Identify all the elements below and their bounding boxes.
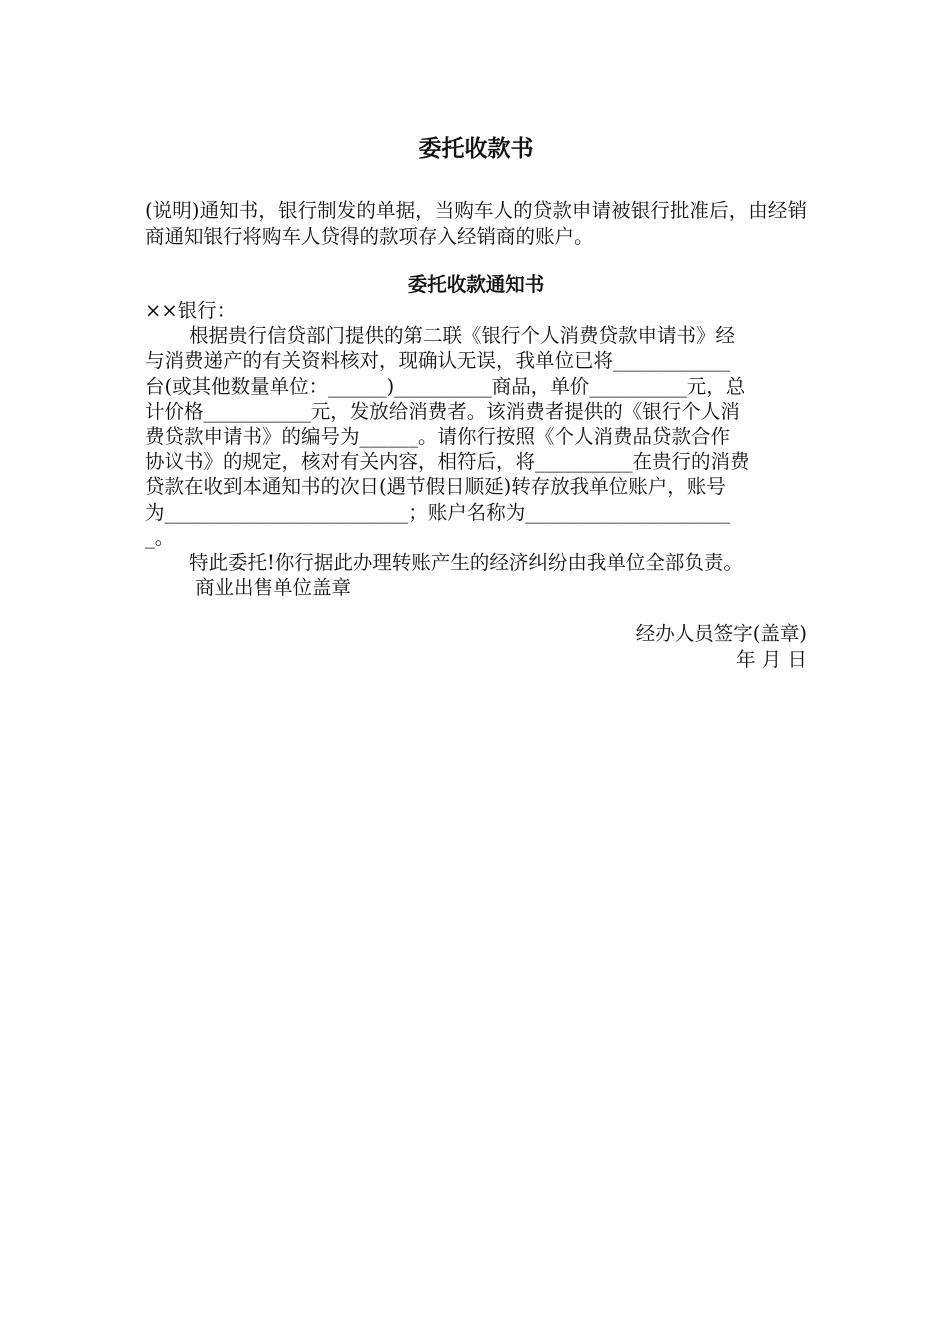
document-title: 委托收款书 <box>418 135 534 162</box>
date-label: 年 月 日 <box>736 648 807 671</box>
entrust-line: 特此委托!你行据此办理转账产生的经济纠纷由我单位全部负责。 <box>189 550 743 574</box>
seal-line: 商业出售单位盖章 <box>195 576 352 600</box>
notice-body <box>145 298 807 600</box>
explanation-note: (说明)通知书，银行制发的单据，当购车人的贷款申请被银行批准后，由经销商通知银行将购车人贷得的款项存入经销商的账户。 <box>145 199 807 248</box>
body-line: 台(或其他数量单位：______)__________商品，单价__________元，总 <box>145 374 746 398</box>
body-line: 计价格___________元，发放给消费者。该消费者提供的《银行个人消 <box>145 399 740 423</box>
body-line: _。 <box>145 525 175 549</box>
body-line: 协议书》的规定，核对有关内容，相符后，将__________在贵行的消费 <box>145 450 750 474</box>
signer-label: 经办人员签字(盖章) <box>635 622 807 645</box>
body-line: 根据贵行信贷部门提供的第二联《银行个人消费贷款申请书》经 <box>189 324 736 348</box>
notice-title: 委托收款通知书 <box>407 273 545 296</box>
body-line: 与消费递产的有关资料核对，现确认无误，我单位已将____________ <box>145 349 731 373</box>
body-line: 为_________________________；账户名称为_____________________ <box>145 500 731 524</box>
body-line: 贷款在收到本通知书的次日(遇节假日顺延)转存放我单位账户，账号 <box>145 475 726 499</box>
document-page <box>145 0 807 1344</box>
body-line: 费贷款申请书》的编号为______。请你行按照《个人消费品贷款合作 <box>145 424 731 448</box>
salutation: ××银行： <box>145 299 237 322</box>
signature-block <box>507 621 807 673</box>
